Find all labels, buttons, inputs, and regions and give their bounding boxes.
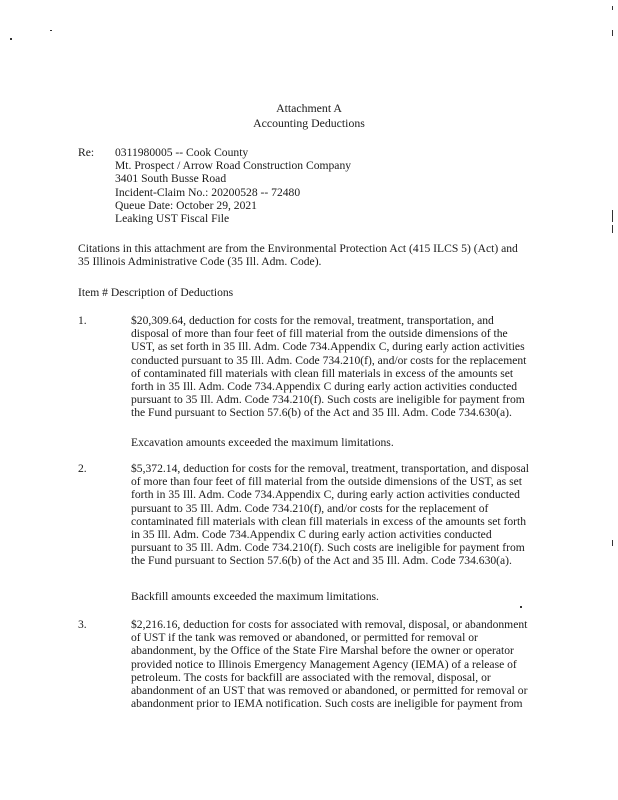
scan-speck	[612, 30, 613, 36]
citations-line: 35 Illinois Administrative Code (35 Ill. Adm. Code).	[78, 255, 322, 269]
scan-speck	[520, 606, 522, 608]
item-description	[131, 462, 547, 568]
item-line: abandonment, by the Office of the State Fire Marshal before the owner or operator	[131, 644, 514, 658]
item-line: provided notice to Illinois Emergency Management Agency (IEMA) of a release of	[131, 657, 517, 671]
item-line: of UST if the tank was removed or abandoned, or permitted for removal or	[131, 631, 478, 645]
re-line: Mt. Prospect / Arrow Road Construction Company	[115, 159, 352, 173]
scan-speck	[10, 38, 12, 40]
item-line: of contaminated fill materials with clean fill materials in excess of the amounts set	[131, 366, 514, 380]
item-line: the Fund pursuant to Section 57.6(b) of the Act and 35 Ill. Adm. Code 734.630(a).	[131, 406, 512, 420]
item-line: $20,309.64, deduction for costs for the removal, treatment, transportation, and	[131, 314, 494, 327]
scan-speck	[50, 30, 52, 31]
item-line: UST, as set forth in 35 Ill. Adm. Code 734.Appendix C, during early action activities	[131, 340, 525, 354]
item-line: pursuant to 35 Ill. Adm. Code 734.210(f). Such costs are ineligible for payment from	[131, 541, 525, 555]
re-line: 3401 South Busse Road	[115, 172, 227, 186]
re-line: 0311980005 -- Cook County	[115, 146, 249, 159]
item-line: contaminated fill materials with clean fill materials in excess of the amounts set forth	[131, 514, 527, 528]
item-number: 2.	[78, 462, 87, 475]
item-line: $5,372.14, deduction for costs for the removal, treatment, transportation, and disposal	[131, 462, 529, 475]
citations-line: Citations in this attachment are from the Environmental Protection Act (415 ILCS 5) (Act) and	[78, 242, 518, 255]
item-line: abandonment prior to IEMA notification. Such costs are ineligible for payment from	[131, 697, 523, 711]
item-line: pursuant to 35 Ill. Adm. Code 734.210(f), and/or costs for the replacement of	[131, 501, 489, 515]
item-line: in 35 Ill. Adm. Code 734.Appendix C during early action activities conducted	[131, 527, 492, 541]
item-line: disposal of more than four feet of fill material from the outside dimensions of the	[131, 327, 508, 341]
item-line: forth in 35 Ill. Adm. Code 734.Appendix C during early action activities conducted	[131, 379, 518, 393]
item-description	[131, 314, 547, 420]
item-line: the Fund pursuant to Section 57.6(b) of the Act and 35 Ill. Adm. Code 734.630(a).	[131, 554, 512, 568]
item-header: Item # Description of Deductions	[78, 286, 234, 299]
scan-speck	[612, 6, 613, 10]
scan-speck	[612, 210, 613, 222]
item-line: abandonment of an UST that was removed or abandoned, or permitted for removal or	[131, 683, 528, 697]
attachment-subtitle: Accounting Deductions	[253, 116, 365, 130]
item-number: 3.	[78, 618, 87, 631]
attachment-title: Attachment A	[276, 101, 342, 115]
item-line: petroleum. The costs for backfill are associated with the removal, disposal, or	[131, 670, 491, 684]
citations-paragraph	[78, 242, 548, 268]
item-note: Excavation amounts exceeded the maximum limitations.	[131, 436, 394, 449]
re-block	[115, 146, 351, 225]
re-line: Queue Date: October 29, 2021	[115, 198, 257, 212]
re-line: Leaking UST Fiscal File	[115, 211, 230, 225]
item-line: conducted pursuant to 35 Ill. Adm. Code 734.210(f), and/or costs for the replacement	[131, 353, 527, 367]
item-note: Backfill amounts exceeded the maximum limitations.	[131, 590, 379, 603]
item-number: 1.	[78, 314, 87, 327]
item-line: $2,216.16, deduction for costs for associated with removal, disposal, or abandonment	[131, 618, 528, 631]
re-line: Incident-Claim No.: 20200528 -- 72480	[115, 185, 301, 199]
item-line: of more than four feet of fill material from the outside dimensions of the UST, as set	[131, 475, 522, 489]
item-line: pursuant to 35 Ill. Adm. Code 734.210(f). Such costs are ineligible for payment from	[131, 393, 525, 407]
item-line: forth in 35 Ill. Adm. Code 734.Appendix C, during early action activities conducted	[131, 488, 520, 502]
re-label: Re:	[78, 146, 95, 159]
scan-speck	[612, 540, 613, 546]
scan-speck	[612, 225, 613, 233]
item-description	[131, 618, 547, 710]
